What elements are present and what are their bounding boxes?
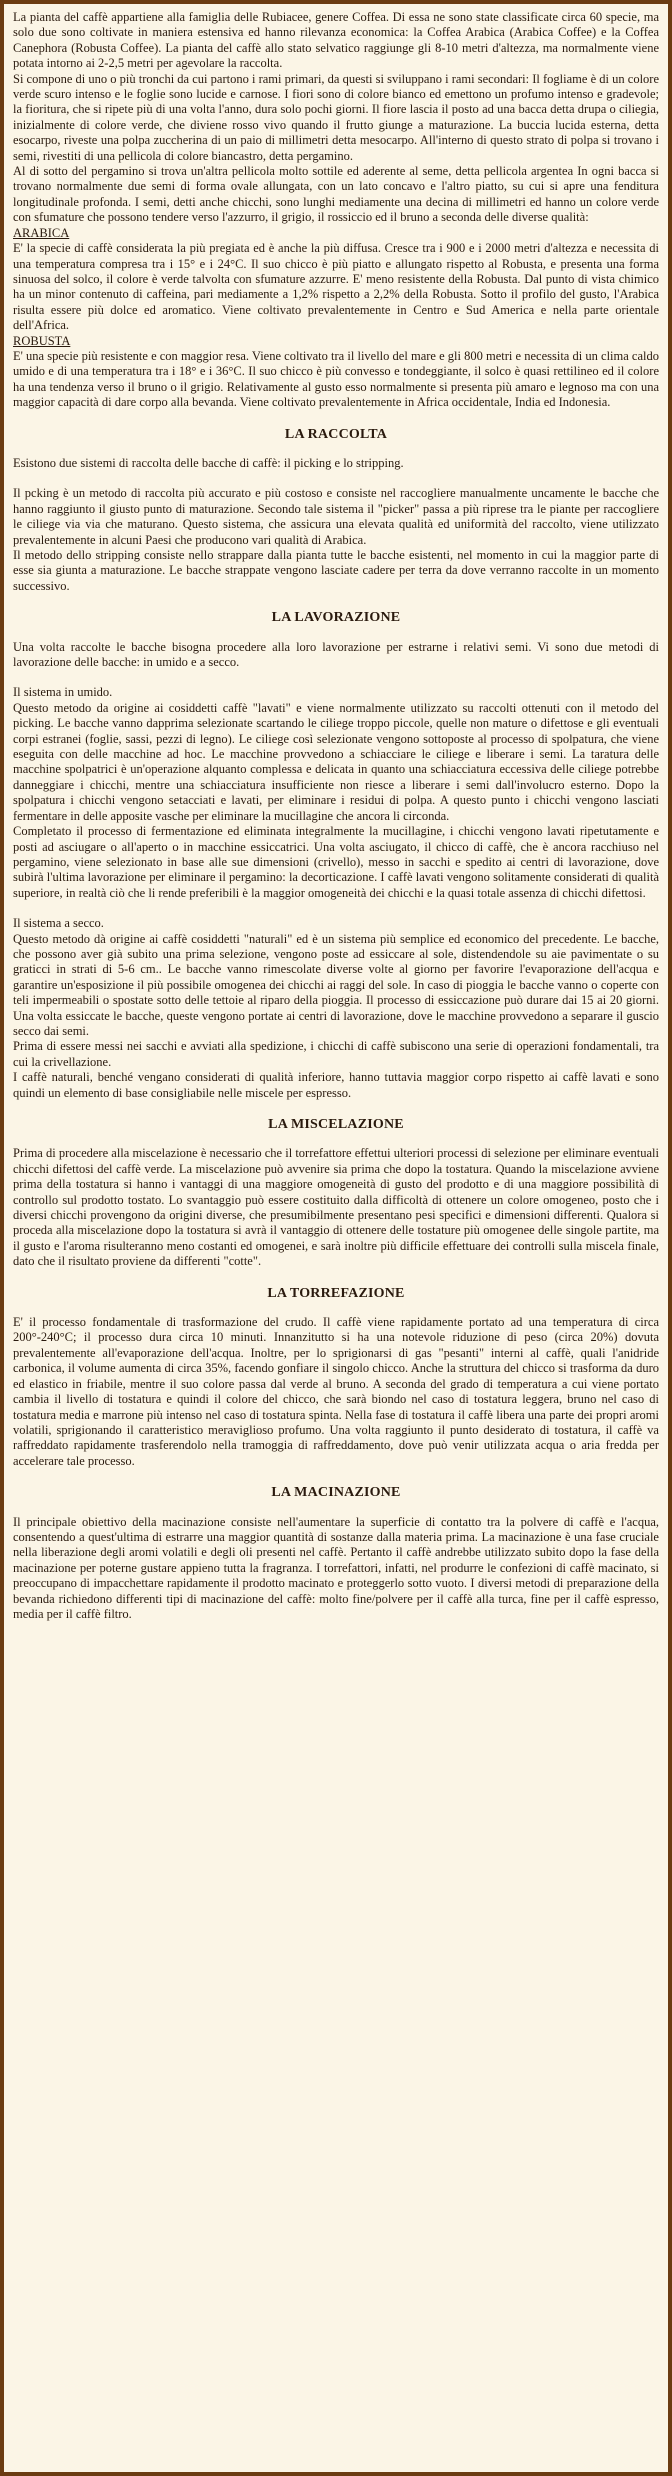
arabica-paragraph: E' la specie di caffè considerata la più pregiata ed è anche la più diffusa. Cresce tra i 900 e i 2000 metri d'altezza e necessita di una temperatura compresa tra i 15° e i 24°C. Il suo chicco è più piatto e allungato rispetto al Robusta, e presenta una forma sinuosa del solco, il colore è verde talvolta con sfumature azzurre. E' meno resistente della Robusta. Dal punto di vista chimico ha un minor contenuto di caffeina, pari mediamente a 1,2% rispetto a 2,2% della Robusta. Sotto il profilo del gusto, l'Arabica risulta essere più dolce ed aromatico. Viene coltivato prevalentemente in Centro e Sud America e nella parte orientale dell'Africa.	[13, 241, 659, 333]
document-body	[4, 4, 668, 1622]
spacer	[13, 901, 659, 916]
secco-paragraph: Prima di essere messi nei sacchi e avviati alla spedizione, i chicchi di caffè subiscono una serie di operazioni fondamentali, tra cui la crivellazione.	[13, 1039, 659, 1069]
intro-paragraph: Si compone di uno o più tronchi da cui partono i rami primari, da questi si sviluppano i rami secondari: Il fogliame è di un colore verde scuro intenso e le foglie sono lucide e carnose. I fiori sono di colore bianco ed emettono un profumo intenso e gradevole; la fioritura, che si ripete più di una volta l'anno, dura solo pochi giorni. Il fiore lascia il posto ad una bacca detta drupa o ciliegia, inizialmente di colore verde, che diviene rosso vivo quando il frutto giunge a maturazione. La buccia lucida esterna, detta esocarpo, riveste una polpa zuccherina di un paio di millimetri detta mesocarpo. All'interno di questo strato di polpa si trovano i semi, rivestiti di una pellicola di colore biancastro, detta pergamino.	[13, 71, 659, 163]
umido-heading: Il sistema in umido.	[13, 685, 113, 700]
umido-paragraph: Completato il processo di fermentazione ed eliminata integralmente la mucillagine, i chicchi vengono lavati ripetutamente e posti ad asciugare o all'aperto o in macchine essiccatrici. Una volta asciugato, il chicco di caffè, che è ancora racchiuso nel pergamino, viene selezionato in base alle sue dimensioni (crivello), messo in sacchi e spedito ai centri di lavorazione, dove subirà l'ultima lavorazione per eliminare il pergamino: la decorticazione. I caffè lavati vengono solitamente considerati di qualità superiore, in realtà ciò che li rende preferibili è la maggior omogeneità dei chicchi e la quasi totale assenza di chicchi difettosi.	[13, 824, 659, 900]
section-title-miscelazione: LA MISCELAZIONE	[268, 1117, 404, 1132]
lavorazione-lead: Una volta raccolte le bacche bisogna procedere alla loro lavorazione per estrarne i relativi semi. Vi sono due metodi di lavorazione delle bacche: in umido e a secco.	[13, 639, 659, 670]
arabica-heading: ARABICA	[13, 225, 70, 240]
macinazione-paragraph: Il principale obiettivo della macinazione consiste nell'aumentare la superficie di contatto tra la polvere di caffè e l'acqua, consentendo a quest'ultima di estrarre una maggior quantità di sostanze dalla materia prima. La macinazione è una fase cruciale nella liberazione degli aromi volatili e degli oli presenti nel caffè. Pertanto il caffè andrebbe utilizzato subito dopo la fase della macinazione per poterne gustare appieno tutta la fragranza. I torrefattori, infatti, nel produrre le confezioni di caffè macinato, si preoccupano di impacchettare rapidamente il prodotto macinato e proteggerlo sotto vuoto. I diversi metodi di preparazione della bevanda richiedono differenti tipi di macinazione del caffè: molto fine/polvere per il caffè alla turca, fine per il caffè espresso, media per il caffè filtro.	[13, 1514, 659, 1621]
umido-paragraph: Questo metodo da origine ai cosiddetti caffè "lavati" e viene normalmente utilizzato su raccolti ottenuti con il metodo del picking. Le bacche vanno dapprima selezionate scartando le ciliege troppo piccole, quelle non mature o difettose e gli eventuali corpi estranei (foglie, sassi, pezzi di legno). Le ciliege così selezionate vengono sottoposte al processo di spolpatura, che viene eseguita con delle macchine ad hoc. Le macchine provvedono a schiacciare le ciliege e liberare i semi. La taratura delle macchine spolpatrici è un'operazione alquanto complessa e delicata in quanto una schiacciatura eccessiva delle ciliege potrebbe danneggiare i chicchi, mentre una schiacciatura insufficiente non riesce a liberare i semi dall'involucro esterno. Dopo la spolpatura i chicchi vengono setacciati e lavati, per eliminare i residui di polpa. A questo punto i chicchi vengono lasciati fermentare in delle apposite vasche per eliminare la mucillagine che ancora li circonda.	[13, 700, 659, 823]
secco-paragraph: I caffè naturali, benché vengano considerati di qualità inferiore, hanno tuttavia maggior corpo rispetto ai caffè lavati e sono quindi un elemento di base consigliabile nelle miscele per espresso.	[13, 1070, 659, 1100]
section-title-torrefazione: LA TORREFAZIONE	[267, 1285, 405, 1301]
torrefazione-paragraph: E' il processo fondamentale di trasformazione del crudo. Il caffè viene rapidamente portato ad una temperatura di circa 200°-240°C; il processo dura circa 10 minuti. Innanzitutto si ha una notevole riduzione di peso (circa 20%) dovuta prevalentemente all'evaporazione dell'acqua. Inoltre, per lo sprigionarsi di gas "pesanti" interni al caffè, quali l'anidride carbonica, il volume aumenta di circa 35%, facendo gonfiare il singolo chicco. Anche la struttura del chicco si trasforma da duro ed elastico in friabile, mentre il suo colore passa dal verde al bruno. A seconda del grado di temperatura a cui viene portato cambia il livello di tostatura e quindi il colore del chicco, che sarà biondo nel caso di tostatura leggera, bruno nel caso di tostatura media e marrone più intenso nel caso di tostatura spinta. Nella fase di tostatura il caffè libera una parte dei propri aromi volatili, sprigionando il caratteristico meraviglioso profumo. Una volta raggiunto il punto desiderato di tostatura, il caffè va raffreddato rapidamente trasferendolo nella tramoggia di raffreddamento, dove può venir utilizzata acqua o aria fredda per accelerare tale processo.	[13, 1315, 659, 1468]
spacer	[13, 670, 659, 685]
raccolta-lead: Esistono due sistemi di raccolta delle bacche di caffè: il picking e lo stripping.	[13, 455, 404, 470]
intro-paragraph: Al di sotto del pergamino si trova un'altra pellicola molto sottile ed aderente al seme, detta pellicola argentea In ogni bacca si trovano normalmente due semi di forma ovale allungata, con un lato concavo e l'altro piatto, su cui si apre una fenditura longitudinale profonda. I semi, detti anche chicchi, sono lunghi mediamente una decina di millimetri ed hanno un colore verde con sfumature che possono tendere verso l'azzurro, il grigio, il rossiccio ed il bruno a seconda delle diverse qualità:	[13, 164, 659, 225]
section-title-lavorazione: LA LAVORAZIONE	[271, 610, 401, 626]
robusta-heading: ROBUSTA	[13, 333, 71, 348]
intro-paragraph: La pianta del caffè appartiene alla famiglia delle Rubiacee, genere Coffea. Di essa ne sono state classificate circa 60 specie, ma solo due sono coltivate in maniera estensiva ed hanno rilevanza economica: la Coffea Arabica (Arabica Coffee) e la Coffea Canephora (Robusta Coffee). La pianta del caffè allo stato selvatico raggiunge gli 8-10 metri d'altezza, ma normalmente viene potata intorno ai 2-2,5 metri per agevolare la raccolta.	[13, 10, 659, 71]
secco-heading: Il sistema a secco.	[13, 916, 104, 931]
spacer	[13, 471, 659, 486]
raccolta-paragraph: Il metodo dello stripping consiste nello strappare dalla pianta tutte le bacche esistenti, nel momento in cui la maggior parte di esse sia giunta a maturazione. Le bacche strappate vengono lasciate cadere per terra da dove verranno raccolte in un momento successivo.	[13, 548, 659, 593]
robusta-paragraph: E' una specie più resistente e con maggior resa. Viene coltivato tra il livello del mare e gli 800 metri e necessita di un clima caldo umido e di una temperatura tra i 18° e i 36°C. Il suo chicco è più convesso e tondeggiante, il solco è quasi rettilineo ed il colore ha una tendenza verso il bruno o il grigio. Relativamente al gusto esso normalmente si presenta più amaro e legnoso ma con una maggior capacità di dare corpo alla bevanda. Viene coltivato prevalentemente in Africa occidentale, India ed Indonesia.	[13, 348, 659, 410]
raccolta-paragraph: Il pcking è un metodo di raccolta più accurato e più costoso e consiste nel raccogliere manualmente uncamente le bacche che hanno raggiunto il giusto punto di maturazione. Secondo tale sistema il "picker" passa a più riprese tra le piante per raccogliere le ciliege via via che maturano. Questo sistema, che assicura una elevata qualità ed uniformità del raccolto, viene utilizzato prevalentemente in alcuni Paesi che producono vari qualità di Arabica.	[13, 486, 659, 547]
secco-paragraph: Questo metodo dà origine ai caffè cosiddetti "naturali" ed è un sistema più semplice ed economico del precedente. Le bacche, che possono aver già subito una prima selezione, vengono poste ad essiccare al sole, distendendole su aie pavimentate o su graticci in strati di 5-6 cm.. Le bacche vanno rimescolate diverse volte al giorno per favorire l'evaporazione dell'acqua e garantire un'esposizione il più possibile omogenea dei chicchi ai raggi del sole. In caso di pioggia le bacche vanno o coperte con teli impermeabili o spostate sotto delle tettoie al riparo della pioggia. Il processo di essiccazione può durare dai 15 ai 20 giorni. Una volta essiccate le bacche, queste vengono portate ai centri di lavorazione, dove le macchine provvedono a separare il guscio secco dai semi.	[13, 931, 659, 1038]
section-title-raccolta: LA RACCOLTA	[284, 426, 388, 442]
miscelazione-paragraph: Prima di procedere alla miscelazione è necessario che il torrefattore effettui ulteriori processi di selezione per eliminare eventuali chicchi difettosi del caffè verde. La miscelazione può avvenire sia prima che dopo la tostatura. Quando la miscelazione avviene prima della tostatura si hanno i vantaggi di una maggiore omogeneità di gusto del prodotto e di una maggiore possibilità di controllo sul prodotto tostato. Lo svantaggio può essere costituito dalla difficoltà di ottenere un colore omogeneo, posto che i diversi chicchi provengono da origini diverse, che presumibilmente presentano pesi specifici e dimensioni differenti. Qualora si proceda alla miscelazione dopo la tostatura si avrà il vantaggio di ottenere delle tostature più omogenee delle singole partite, ma il gusto e l'aroma risulteranno meno costanti ed omogenei, e sarà inoltre più difficile effettuare dei controlli sulla miscela finale, dato che il risultato proviene da differenti "cotte".	[13, 1146, 659, 1269]
section-title-macinazione: LA MACINAZIONE	[271, 1485, 401, 1501]
